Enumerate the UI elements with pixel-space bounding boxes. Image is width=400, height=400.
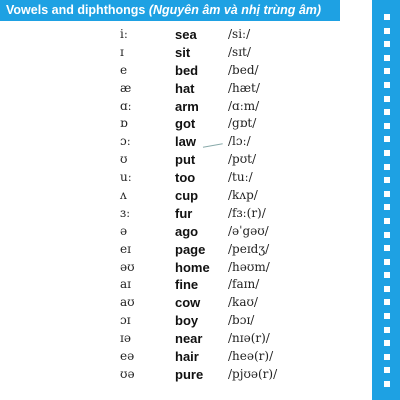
table-row xyxy=(0,259,370,277)
binding-hole xyxy=(384,28,390,34)
binding-hole xyxy=(384,299,390,305)
transcription: /hæt/ xyxy=(228,80,260,95)
vowel-table xyxy=(0,26,370,384)
binding-hole xyxy=(384,82,390,88)
phonetic-symbol: iː xyxy=(120,27,128,41)
phonetic-symbol: ɜː xyxy=(120,205,131,220)
table-row xyxy=(0,187,370,205)
section-subtitle: (Nguyên âm và nhị trùng âm) xyxy=(148,3,322,17)
binding-hole xyxy=(384,286,390,292)
binding-hole xyxy=(384,150,390,156)
transcription: /ɑːm/ xyxy=(228,98,260,113)
phonetic-symbol: ʊə xyxy=(120,366,135,381)
binding-hole xyxy=(384,96,390,102)
binding-hole xyxy=(384,164,390,170)
table-row xyxy=(0,80,370,98)
phonetic-symbol: aɪ xyxy=(120,277,131,292)
example-word: ago xyxy=(175,223,199,239)
example-word: too xyxy=(175,170,196,186)
transcription: /peɪdʒ/ xyxy=(228,241,270,256)
transcription: /nɪə(r)/ xyxy=(228,331,270,346)
table-row xyxy=(0,241,370,259)
example-word: fine xyxy=(175,277,199,293)
phonetic-symbol: əʊ xyxy=(120,259,135,274)
binding-hole xyxy=(384,259,390,265)
transcription: /həʊm/ xyxy=(228,259,270,274)
example-word: got xyxy=(175,116,196,132)
binding-hole xyxy=(384,41,390,47)
example-word: arm xyxy=(175,98,199,114)
binding-hole xyxy=(384,177,390,183)
example-word: bed xyxy=(175,62,199,78)
phonetic-symbol: ɪə xyxy=(120,331,131,346)
table-row xyxy=(0,330,370,348)
phonetic-symbol: eə xyxy=(120,349,135,364)
table-row xyxy=(0,276,370,294)
binding-hole xyxy=(384,55,390,61)
transcription: /kʌp/ xyxy=(228,188,258,203)
binding-hole xyxy=(384,109,390,115)
transcription: /sɪt/ xyxy=(228,44,251,59)
table-row xyxy=(0,366,370,384)
phonetic-symbol: ɑː xyxy=(120,98,132,113)
binding-hole xyxy=(384,272,390,278)
transcription: /əˈgəʊ/ xyxy=(228,223,269,238)
phonetic-symbol: e xyxy=(120,62,128,77)
phonetic-symbol: ɪ xyxy=(120,44,124,59)
example-word: sea xyxy=(175,27,197,42)
table-row xyxy=(0,169,370,187)
transcription: /tuː/ xyxy=(228,170,253,185)
binding-hole xyxy=(384,245,390,251)
table-row xyxy=(0,223,370,241)
table-row xyxy=(0,44,370,62)
binding-hole xyxy=(384,68,390,74)
binding-hole xyxy=(384,313,390,319)
binding-hole xyxy=(384,204,390,210)
binding-hole xyxy=(384,232,390,238)
example-word: boy xyxy=(175,313,199,329)
example-word: page xyxy=(175,241,206,257)
example-word: hat xyxy=(175,80,195,96)
phonetic-symbol: aʊ xyxy=(120,295,135,310)
transcription: /faɪn/ xyxy=(228,277,260,292)
table-row xyxy=(0,62,370,80)
binding-hole xyxy=(384,14,390,20)
phonetic-symbol: ɔː xyxy=(120,134,131,149)
section-header xyxy=(0,0,340,21)
example-word: near xyxy=(175,331,203,347)
table-row xyxy=(0,312,370,330)
example-word: put xyxy=(175,152,196,168)
example-word: sit xyxy=(175,44,191,60)
example-word: fur xyxy=(175,205,193,221)
binding-hole xyxy=(384,340,390,346)
binding-hole xyxy=(384,367,390,373)
phonetic-symbol: ə xyxy=(120,223,128,238)
phonetic-symbol: ɔɪ xyxy=(120,313,131,328)
table-row xyxy=(0,348,370,366)
transcription: /lɔː/ xyxy=(228,134,251,149)
binding-hole xyxy=(384,191,390,197)
binding-hole xyxy=(384,381,390,387)
transcription: /bed/ xyxy=(228,62,259,77)
transcription: /pʊt/ xyxy=(228,152,257,167)
transcription: /siː/ xyxy=(228,27,251,41)
binding-hole xyxy=(384,354,390,360)
table-row xyxy=(0,205,370,223)
transcription: /fɜː(r)/ xyxy=(228,205,266,220)
example-word: law xyxy=(175,134,196,150)
table-row xyxy=(0,26,370,44)
example-word: hair xyxy=(175,349,199,365)
binding-hole xyxy=(384,218,390,224)
binding-hole xyxy=(384,123,390,129)
transcription: /bɔɪ/ xyxy=(228,313,255,328)
table-row xyxy=(0,98,370,116)
example-word: home xyxy=(175,259,210,275)
transcription: /heə(r)/ xyxy=(228,349,274,364)
phonetic-symbol: ɒ xyxy=(120,116,128,131)
table-row xyxy=(0,151,370,169)
binding-hole xyxy=(384,136,390,142)
phonetic-symbol: ʊ xyxy=(120,152,128,167)
phonetic-symbol: eɪ xyxy=(120,241,131,256)
table-row xyxy=(0,294,370,312)
section-title: Vowels and diphthongs xyxy=(6,3,146,17)
phonetic-symbol: ʌ xyxy=(120,188,127,203)
example-word: pure xyxy=(175,366,204,382)
binding-hole xyxy=(384,327,390,333)
example-word: cup xyxy=(175,188,199,204)
transcription: /gɒt/ xyxy=(228,116,257,131)
transcription: /kaʊ/ xyxy=(228,295,258,310)
phonetic-symbol: uː xyxy=(120,170,132,185)
phonetic-symbol: æ xyxy=(120,80,132,95)
example-word: cow xyxy=(175,295,201,311)
table-row xyxy=(0,133,370,151)
transcription: /pjʊə(r)/ xyxy=(228,366,278,381)
binding-holes xyxy=(384,14,392,395)
table-row xyxy=(0,115,370,133)
